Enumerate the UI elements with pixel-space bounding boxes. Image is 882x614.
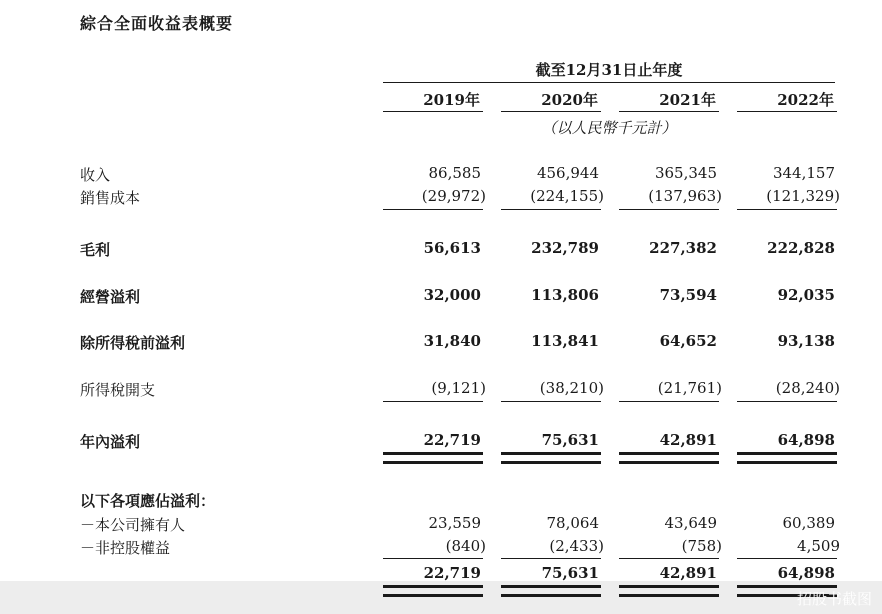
cell-gross-2020: 232,789 [531, 239, 599, 257]
cell-pfy-2020: 75,631 [541, 431, 599, 449]
cell-nci-2019: (840) [445, 537, 486, 555]
subtotal-rule [501, 209, 601, 210]
subtotal-rule [737, 558, 837, 559]
cell-revenue-2022: 344,157 [772, 164, 835, 182]
cell-revenue-2019: 86,585 [428, 164, 481, 182]
row-label-profit-for-year: 年內溢利 [80, 433, 141, 451]
cell-cost-2019: (29,972) [421, 187, 486, 205]
cell-owners-2022: 60,389 [782, 514, 835, 532]
cell-total-2021: 42,891 [659, 564, 717, 582]
page-title: 綜合全面收益表概要 [80, 14, 234, 33]
subtotal-rule [737, 401, 837, 402]
cell-operating-2019: 32,000 [423, 286, 481, 304]
cell-tax-2020: (38,210) [539, 379, 604, 397]
cell-operating-2021: 73,594 [659, 286, 717, 304]
subtotal-rule [737, 209, 837, 210]
cell-pbt-2019: 31,840 [423, 332, 481, 350]
row-label-cost-of-sales: 銷售成本 [80, 189, 141, 207]
cell-owners-2020: 78,064 [546, 514, 599, 532]
cell-tax-2021: (21,761) [657, 379, 722, 397]
cell-pbt-2021: 64,652 [659, 332, 717, 350]
year-2022: 2022年 [777, 91, 834, 109]
double-rule [383, 585, 483, 597]
row-label-nci: －非控股權益 [80, 539, 171, 557]
cell-cost-2022: (121,329) [766, 187, 840, 205]
cell-pfy-2021: 42,891 [659, 431, 717, 449]
year-rule [501, 111, 601, 112]
subtotal-rule [383, 558, 483, 559]
cell-nci-2020: (2,433) [549, 537, 604, 555]
year-2019: 2019年 [423, 91, 480, 109]
subtotal-rule [383, 209, 483, 210]
cell-operating-2020: 113,806 [531, 286, 599, 304]
row-label-owners: －本公司擁有人 [80, 516, 186, 534]
cell-gross-2021: 227,382 [649, 239, 717, 257]
row-label-revenue: 收入 [80, 166, 111, 184]
year-rule [619, 111, 719, 112]
cell-revenue-2021: 365,345 [654, 164, 717, 182]
cell-tax-2022: (28,240) [775, 379, 840, 397]
cell-pfy-2022: 64,898 [777, 431, 835, 449]
subtotal-rule [619, 401, 719, 402]
year-rule [383, 111, 483, 112]
row-label-gross-profit: 毛利 [80, 241, 111, 259]
subtotal-rule [619, 209, 719, 210]
row-label-income-tax: 所得稅開支 [80, 381, 156, 399]
cell-pbt-2022: 93,138 [777, 332, 835, 350]
cell-nci-2021: (758) [681, 537, 722, 555]
double-rule [619, 585, 719, 597]
year-rule [737, 111, 837, 112]
year-2020: 2020年 [541, 91, 598, 109]
subtotal-rule [501, 401, 601, 402]
cell-total-2022: 64,898 [777, 564, 835, 582]
cell-cost-2020: (224,155) [530, 187, 604, 205]
double-rule [619, 452, 719, 464]
subtotal-rule [501, 558, 601, 559]
cell-gross-2022: 222,828 [767, 239, 835, 257]
cell-operating-2022: 92,035 [777, 286, 835, 304]
period-header: 截至12月31日止年度 [535, 61, 683, 79]
cell-pbt-2020: 113,841 [531, 332, 599, 350]
cell-pfy-2019: 22,719 [423, 431, 481, 449]
cell-nci-2022: 4,509 [797, 537, 840, 555]
subtotal-rule [619, 558, 719, 559]
double-rule [383, 452, 483, 464]
row-label-operating-profit: 經營溢利 [80, 288, 141, 306]
double-rule [501, 585, 601, 597]
row-label-profit-before-tax: 除所得稅前溢利 [80, 334, 186, 352]
subtotal-rule [383, 401, 483, 402]
cell-owners-2019: 23,559 [428, 514, 481, 532]
cell-cost-2021: (137,963) [648, 187, 722, 205]
period-rule [383, 82, 835, 83]
watermark-text: 招股书截图 [796, 590, 872, 608]
double-rule [737, 452, 837, 464]
cell-total-2019: 22,719 [423, 564, 481, 582]
double-rule [501, 452, 601, 464]
cell-revenue-2020: 456,944 [536, 164, 599, 182]
cell-total-2020: 75,631 [541, 564, 599, 582]
units-note: （以人民幣千元計） [541, 119, 677, 137]
cell-owners-2021: 43,649 [664, 514, 717, 532]
year-2021: 2021年 [659, 91, 716, 109]
cell-gross-2019: 56,613 [423, 239, 481, 257]
attributable-heading: 以下各項應佔溢利： [80, 492, 216, 510]
cell-tax-2019: (9,121) [431, 379, 486, 397]
